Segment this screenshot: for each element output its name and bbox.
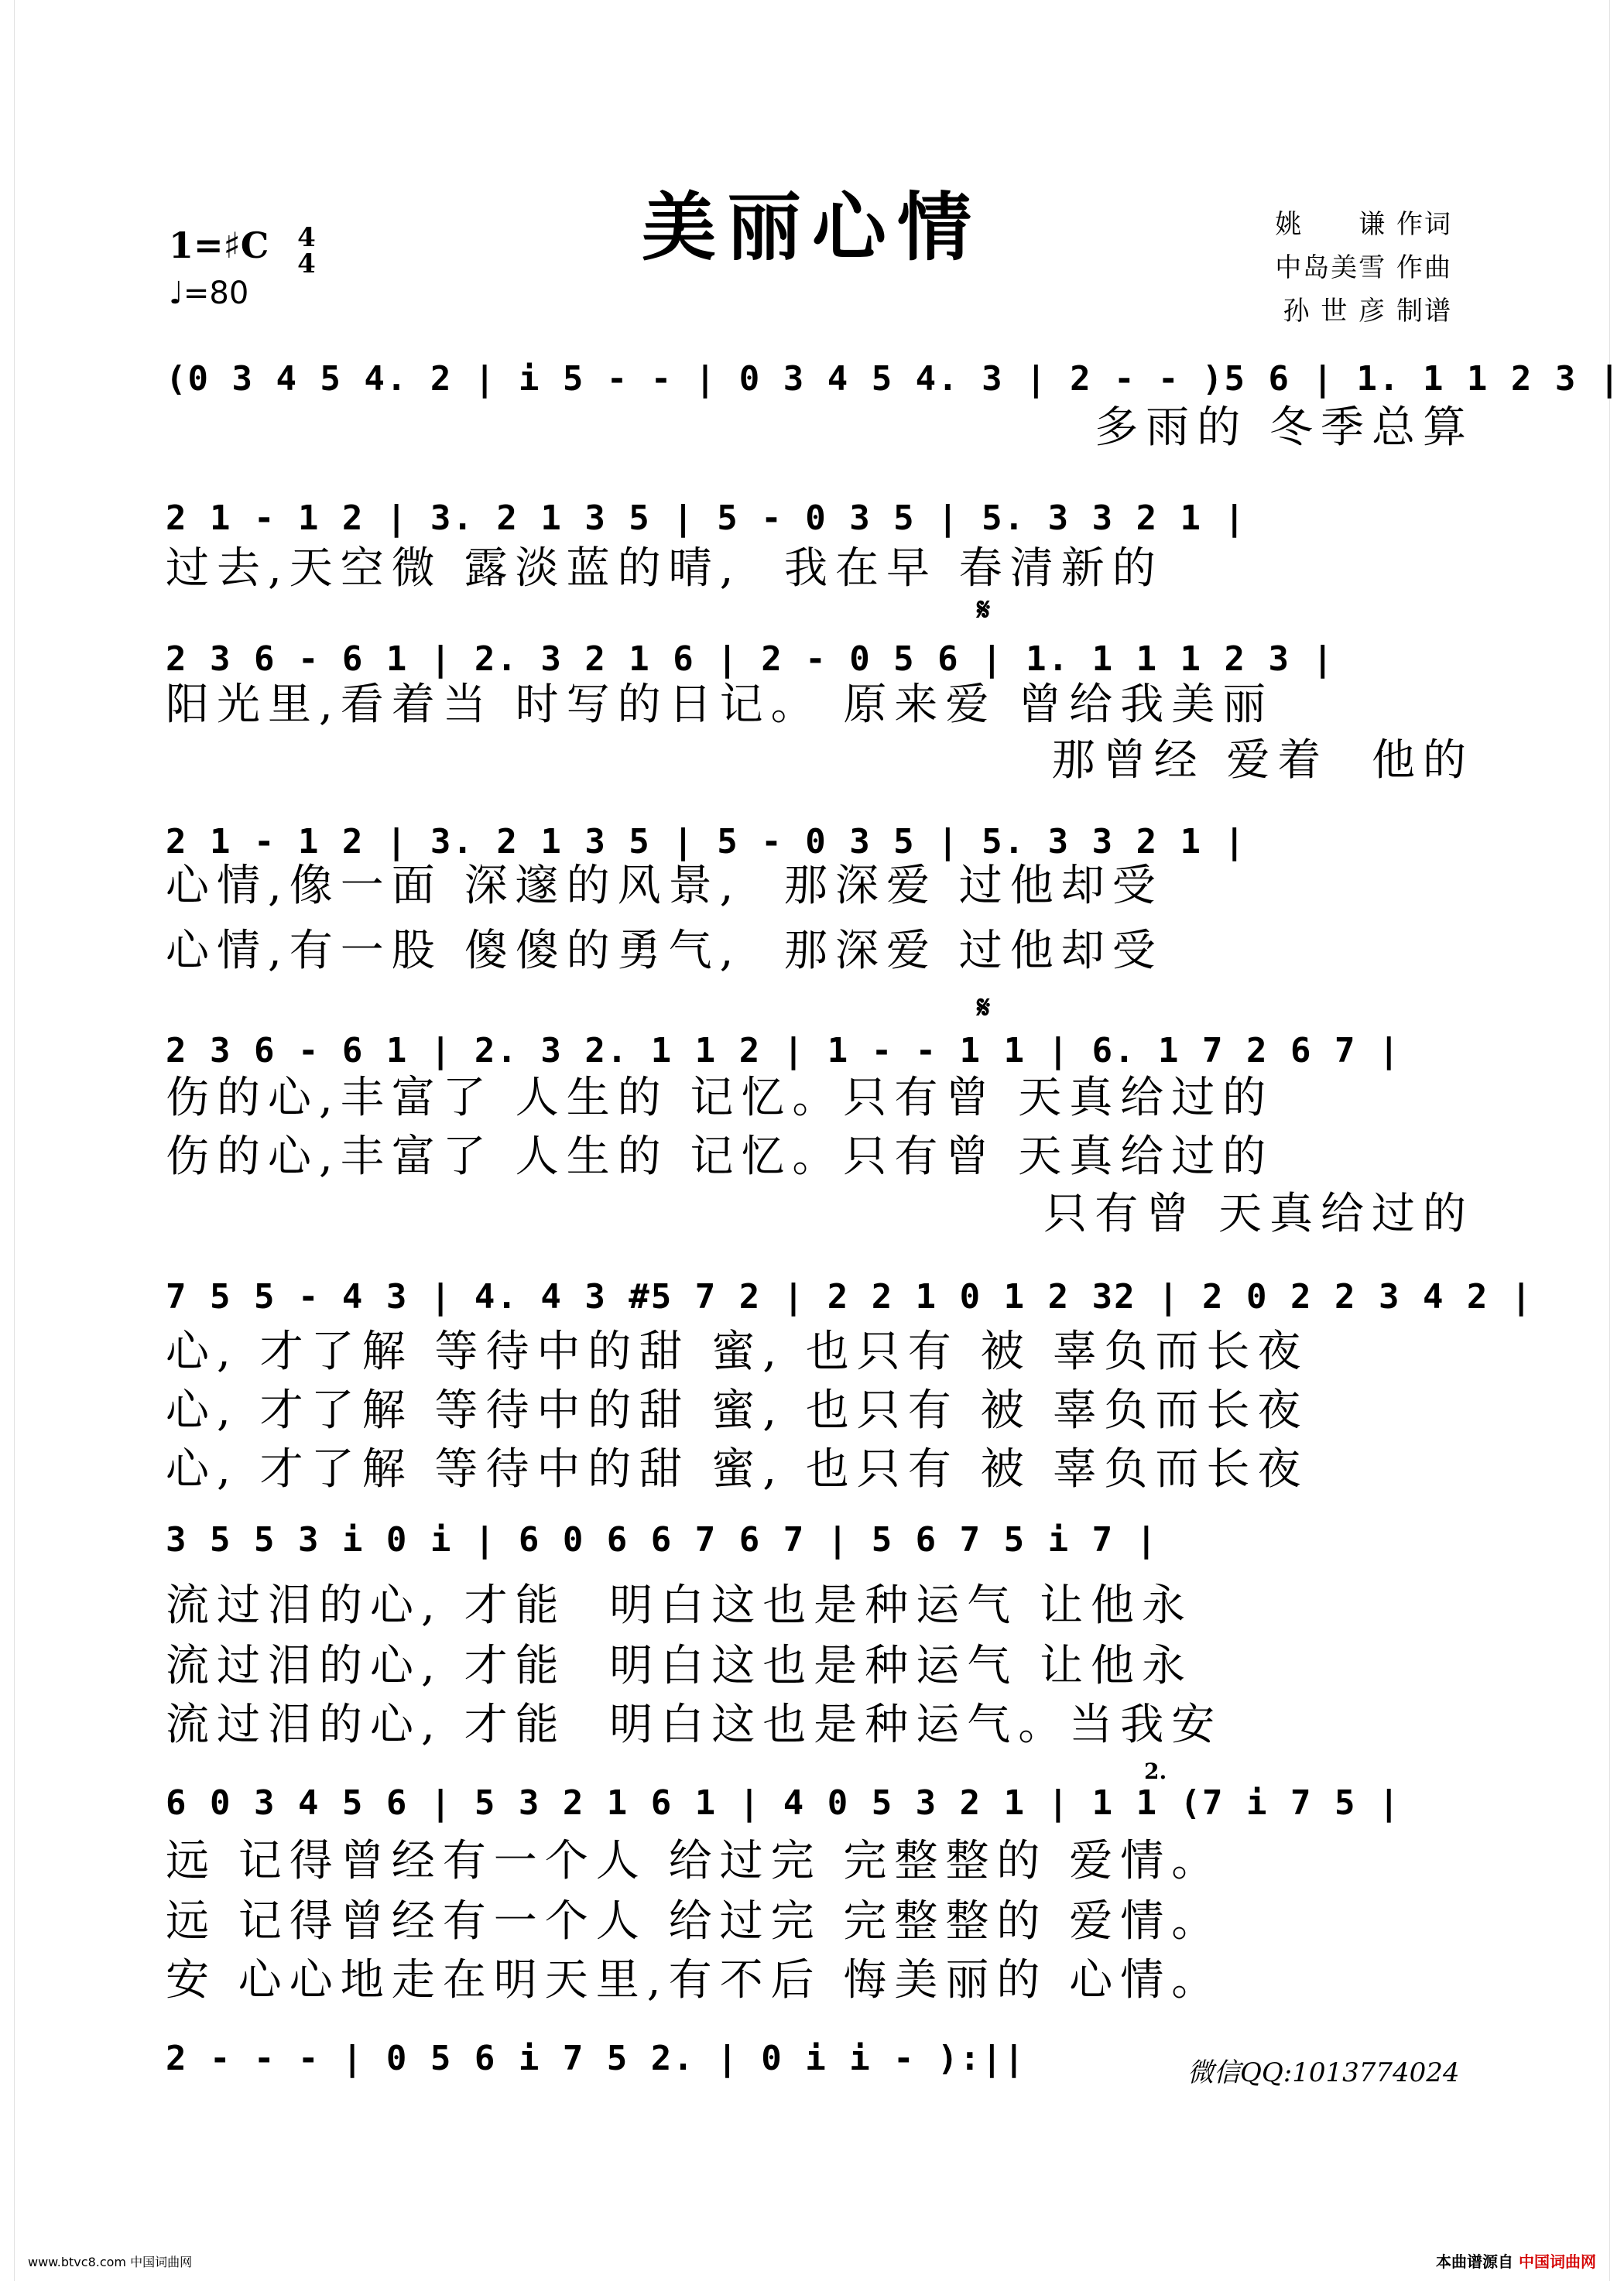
notation-line: 2 1 - 1 2 | 3. 2 1 3 5 | 5 - 0 3 5 | 5. 3 3 2 1 | bbox=[166, 498, 1247, 538]
notation-line: 7 5 5 - 4 3 | 4. 4 3 #5 7 2 | 2 2 1 0 1 2 32 | 2 0 2 2 3 4 2 | bbox=[166, 1277, 1533, 1317]
arranger-credit: 孙 世 彦 制谱 bbox=[1283, 296, 1452, 327]
song-title: 美丽心情 bbox=[642, 183, 982, 271]
lyric-line: 流过泪的心, 才能 明白这也是种运气 让他永 bbox=[166, 1641, 1194, 1691]
lyric-line: 阳光里,看着当 时写的日记。 原来爱 曾给我美丽 bbox=[166, 680, 1274, 730]
lyricist-credit: 姚 谦 作词 bbox=[1275, 209, 1452, 240]
lyric-line: 过去,天空微 露淡蓝的晴, 我在早 春清新的 bbox=[166, 543, 1163, 594]
lyric-line: 伤的心,丰富了 人生的 记忆。只有曾 天真给过的 bbox=[166, 1132, 1274, 1182]
score-system-2 bbox=[166, 488, 1474, 542]
score-system-3 bbox=[166, 628, 1474, 683]
lyric-line: 心情,有一股 傻傻的勇气, 那深爱 过他却受 bbox=[166, 926, 1163, 976]
time-signature-top: 4 bbox=[297, 222, 316, 253]
score-system-8 bbox=[166, 1772, 1474, 1827]
tempo-mark: ♩=80 bbox=[169, 276, 249, 311]
lyric-line: 伤的心,丰富了 人生的 记忆。只有曾 天真给过的 bbox=[166, 1073, 1274, 1123]
footer-source-label: 本曲谱源自 bbox=[1436, 2252, 1514, 2271]
time-signature bbox=[291, 224, 322, 277]
notation-line: 2 1 - 1 2 | 3. 2 1 3 5 | 5 - 0 3 5 | 5. 3 3 2 1 | bbox=[166, 822, 1247, 861]
notation-line: 2 3 6 - 6 1 | 2. 3 2. 1 1 2 | 1 - - 1 1 | 6. 1 7 2 6 7 | bbox=[166, 1031, 1401, 1070]
lyric-line: 流过泪的心, 才能 明白这也是种运气 让他永 bbox=[166, 1581, 1194, 1631]
lyric-line: 心, 才了解 等待中的甜 蜜, 也只有 被 辜负而长夜 bbox=[166, 1327, 1309, 1377]
notation-line: 2 - - - | 0 5 6 i 7 5 2. | 0 i i - ):|| bbox=[166, 2039, 1026, 2078]
time-signature-bottom: 4 bbox=[297, 248, 316, 279]
volta-bracket: 2. bbox=[1144, 1759, 1167, 1784]
lyric-line: 只有曾 天真给过的 bbox=[1043, 1189, 1474, 1239]
left-margin-strip bbox=[0, 0, 15, 2281]
composer-credit: 中岛美雪 作曲 bbox=[1275, 252, 1452, 283]
score-system-4 bbox=[166, 811, 1474, 865]
lyric-line: 多雨的 冬季总算 bbox=[1095, 402, 1474, 453]
notation-line: (0 3 4 5 4. 2 | i 5 - - | 0 3 4 5 4. 3 | 2 - - )5 6 | 1. 1 1 2 3 | bbox=[166, 359, 1622, 399]
key-signature: 1=♯C bbox=[169, 224, 269, 266]
notation-line: 2 3 6 - 6 1 | 2. 3 2 1 6 | 2 - 0 5 6 | 1. 1 1 1 2 3 | bbox=[166, 639, 1334, 679]
lyric-line: 安 心心地走在明天里,有不后 悔美丽的 心情。 bbox=[166, 1955, 1223, 2005]
score-system-7 bbox=[166, 1509, 1474, 1563]
lyric-line: 心情,像一面 深邃的风景, 那深爱 过他却受 bbox=[166, 861, 1163, 911]
notation-line: 6 0 3 4 5 6 | 5 3 2 1 6 1 | 4 0 5 3 2 1 | 1 1 (7 i 7 5 | bbox=[166, 1783, 1401, 1823]
lyric-line: 远 记得曾经有一个人 给过完 完整整的 爱情。 bbox=[166, 1896, 1223, 1947]
footer-source-site: 中国词曲网 bbox=[1519, 2252, 1596, 2271]
credits-block bbox=[1275, 203, 1452, 333]
score-system-6 bbox=[166, 1266, 1533, 1320]
lyric-line: 流过泪的心, 才能 明白这也是种运气。当我安 bbox=[166, 1700, 1223, 1750]
notation-line: 3 5 5 3 i 0 i | 6 0 6 6 7 6 7 | 5 6 7 5 i 7 | bbox=[166, 1520, 1159, 1560]
lyric-line: 心, 才了解 等待中的甜 蜜, 也只有 被 辜负而长夜 bbox=[166, 1385, 1309, 1436]
contact-info: 微信QQ:1013774024 bbox=[1187, 2057, 1460, 2088]
footer-site-url: www.btvc8.com 中国词曲网 bbox=[28, 2255, 193, 2269]
score-system-9 bbox=[166, 2028, 1164, 2082]
score-system-5 bbox=[166, 1020, 1474, 1074]
lyric-line: 那曾经 爱着 他的 bbox=[1051, 735, 1474, 786]
right-margin-strip bbox=[1609, 0, 1624, 2281]
lyric-line: 心, 才了解 等待中的甜 蜜, 也只有 被 辜负而长夜 bbox=[166, 1444, 1309, 1495]
segno-sign: 𝄋 bbox=[977, 591, 991, 628]
footer-source bbox=[1436, 2249, 1596, 2272]
segno-sign: 𝄋 bbox=[977, 989, 991, 1026]
lyric-line: 远 记得曾经有一个人 给过完 完整整的 爱情。 bbox=[166, 1836, 1223, 1886]
score-system-1 bbox=[166, 348, 1622, 402]
